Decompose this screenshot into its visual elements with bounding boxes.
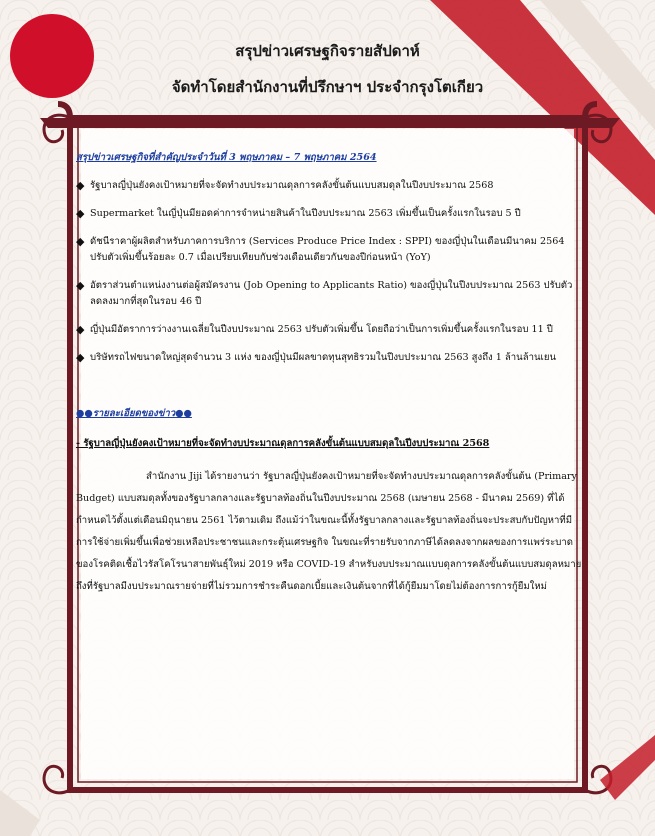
diamond-bullet-icon: ◆ bbox=[76, 179, 85, 192]
summary-item-text: ญี่ปุ่นมีอัตราการว่างงานเฉลี่ยในปีงบประมาณ 2563 ปรับตัวเพิ่มขึ้น โดยถือว่าเป็นการเพิ่มขึ้นครั้งแรกในรอบ 11 ปี bbox=[90, 324, 553, 335]
header bbox=[0, 36, 655, 102]
summary-item-text: รัฐบาลญี่ปุ่นยังคงเป้าหมายที่จะจัดทำงบประมาณดุลการคลังขั้นต้นแบบสมดุลในปีงบประมาณ 2568 bbox=[90, 180, 494, 191]
summary-item-text: Supermarket ในญี่ปุ่นมียอดค่าการจำหน่ายสินค้าในปีงบประมาณ 2563 เพิ่มขึ้นเป็นครั้งแรกในรอบ 5 ปี bbox=[90, 208, 521, 219]
summary-heading: สรุปข่าวเศรษฐกิจที่สำคัญประจำวันที่ 3 พฤษภาคม – 7 พฤษภาคม 2564 bbox=[76, 152, 377, 163]
news-paragraph: สำนักงาน Jiji ได้รายงานว่า รัฐบาลญี่ปุ่นยังคงเป้าหมายที่จะจัดทำงบประมาณดุลการคลังขั้นต้น (Primary Budget) แบบสมดุลทั้งของรัฐบาลกลางและรัฐบาลท้องถิ่นในปีงบประมาณ 2568 (เมษายน 2568 - มีนาคม 2569) ที่ได้กำหนดไว้ตั้งแต่เดือนมิถุนายน 2561 ไว้ตามเดิม ถึงแม้ว่าในขณะนี้ทั้งรัฐบาลกลางและรัฐบาลท้องถิ่นจะประสบกับปัญหาที่มีการใช้จ่ายเพิ่มขึ้นเพื่อช่วยเหลือประชาชนและกระตุ้นเศรษฐกิจ ในขณะที่รายรับจากภาษีได้ลดลงจากผลของการแพร่ระบาดของโรคติดเชื้อไวรัสโคโรนาสายพันธุ์ใหม่ 2019 หรือ COVID-19 สำหรับงบประมาณแบบดุลการคลังขั้นต้นแบบสมดุลหมายถึงที่รัฐบาลมีงบประมาณรายจ่ายที่ไม่รวมการชำระคืนดอกเบี้ยและเงินต้นจากที่ได้กู้ยืมมาโดยไม่ต้องการการกู้ยืมใหม่ bbox=[76, 471, 582, 592]
list-item bbox=[76, 322, 584, 338]
list-item bbox=[76, 234, 584, 266]
news-title: - รัฐบาลญี่ปุ่นยังคงเป้าหมายที่จะจัดทำงบประมาณดุลการคลังขั้นต้นแบบสมดุลในปีงบประมาณ 2568 bbox=[76, 438, 490, 449]
list-item bbox=[76, 278, 584, 310]
details-heading: ●●รายละเอียดของข่าว●● bbox=[76, 408, 192, 419]
content bbox=[76, 150, 584, 598]
summary-item-text: อัตราส่วนตำแหน่งงานต่อผู้สมัครงาน (Job Opening to Applicants Ratio) ของญี่ปุ่นในปีงบประมาณ 2563 ปรับตัวลดลงมากที่สุดในรอบ 46 ปี bbox=[90, 280, 573, 307]
diamond-bullet-icon: ◆ bbox=[76, 235, 85, 248]
list-item bbox=[76, 206, 584, 222]
diamond-bullet-icon: ◆ bbox=[76, 351, 85, 364]
diamond-bullet-icon: ◆ bbox=[76, 207, 85, 220]
summary-item-text: บริษัทรถไฟขนาดใหญ่สุดจำนวน 3 แห่ง ของญี่ปุ่นมีผลขาดทุนสุทธิรวมในปีงบประมาณ 2563 สูงถึง 1 ล้านล้านเยน bbox=[90, 352, 557, 363]
page-title: สรุปข่าวเศรษฐกิจรายสัปดาห์ bbox=[235, 42, 420, 60]
diamond-bullet-icon: ◆ bbox=[76, 323, 85, 336]
summary-item-text: ดัชนีราคาผู้ผลิตสำหรับภาคการบริการ (Services Produce Price Index : SPPI) ของญี่ปุ่นในเดือนมีนาคม 2564 ปรับตัวเพิ่มขึ้นร้อยละ 0.7 เมื่อเปรียบเทียบกับช่วงเดือนเดียวกันของปีก่อนหน้า (YoY) bbox=[90, 236, 565, 263]
list-item bbox=[76, 350, 584, 366]
list-item bbox=[76, 178, 584, 194]
page-subtitle: จัดทำโดยสำนักงานที่ปรึกษาฯ ประจำกรุงโตเกียว bbox=[171, 78, 484, 96]
diamond-bullet-icon: ◆ bbox=[76, 279, 85, 292]
